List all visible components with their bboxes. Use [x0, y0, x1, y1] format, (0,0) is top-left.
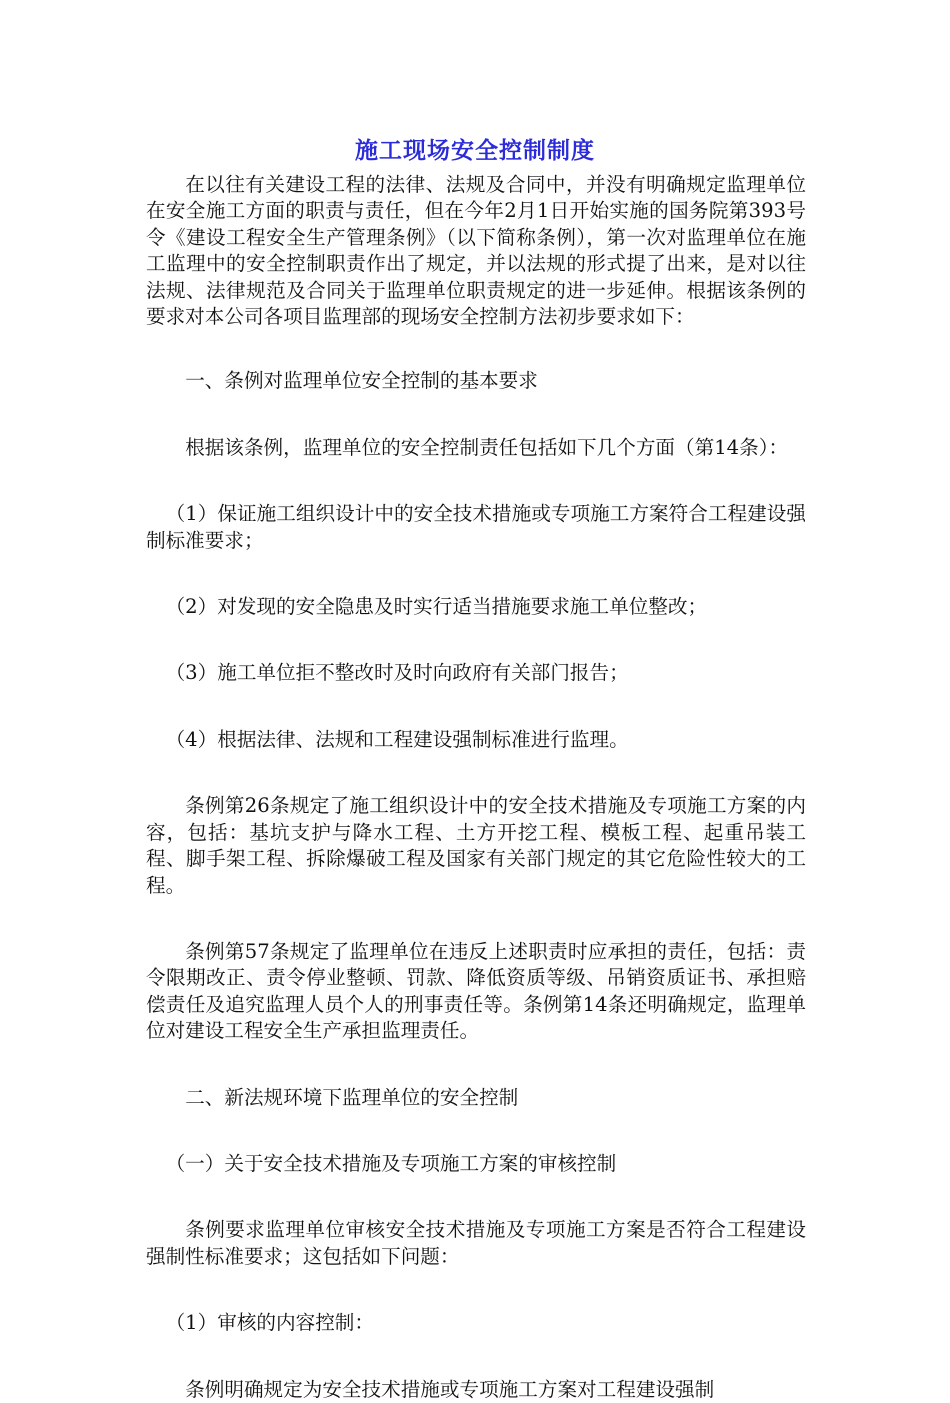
- paragraph-review-detail: 条例明确规定为安全技术措施或专项施工方案对工程建设强制: [185, 1377, 715, 1401]
- paragraph-review-requirement: 条例要求监理单位审核安全技术措施及专项施工方案是否符合工程建设强制性标准要求；这包括如下问题：: [146, 1218, 806, 1268]
- list-item-review-content: （1）审核的内容控制：: [165, 1311, 374, 1335]
- section-heading-2: 二、新法规环境下监理单位的安全控制: [185, 1085, 519, 1109]
- paragraph-article-26: 条例第26条规定了施工组织设计中的安全技术措施及专项施工方案的内容，包括：基坑支护与降水工程、土方开挖工程、模板工程、起重吊装工程、脚手架工程、拆除爆破工程及国家有关部门规定的其它危险性较大的工程。: [146, 794, 806, 897]
- paragraph-intro: 在以往有关建设工程的法律、法规及合同中，并没有明确规定监理单位在安全施工方面的职责与责任，但在今年2月1日开始实施的国务院第393号令《建设工程安全生产管理条例》（以下简称条例），第一次对监理单位在施工监理中的安全控制职责作出了规定，并以法规的形式提了出来，是对以往法规、法律规范及合同关于监理单位职责规定的进一步延伸。根据该条例的要求对本公司各项目监理部的现场安全控制方法初步要求如下：: [146, 173, 806, 329]
- subsection-heading-1: （一）关于安全技术措施及专项施工方案的审核控制: [165, 1151, 617, 1175]
- document-body: [146, 172, 806, 1403]
- document-title: 施工现场安全控制制度: [355, 138, 595, 164]
- paragraph-article-57: 条例第57条规定了监理单位在违反上述职责时应承担的责任，包括：责令限期改正、责令停业整顿、罚款、降低资质等级、吊销资质证书、承担赔偿责任及追究监理人员个人的刑事责任等。条例第14条还明确规定，监理单位对建设工程安全生产承担监理责任。: [146, 939, 806, 1043]
- paragraph-responsibilities: 根据该条例，监理单位的安全控制责任包括如下几个方面（第14条）：: [185, 435, 789, 459]
- section-heading-1: 一、条例对监理单位安全控制的基本要求: [185, 369, 538, 393]
- list-item-1: （1）保证施工组织设计中的安全技术措施或专项施工方案符合工程建设强制标准要求；: [146, 502, 806, 552]
- list-item-2: （2）对发现的安全隐患及时实行适当措施要求施工单位整改；: [165, 595, 708, 619]
- list-item-4: （4）根据法律、法规和工程建设强制标准进行监理。: [165, 727, 629, 751]
- list-item-3: （3）施工单位拒不整改时及时向政府有关部门报告；: [165, 661, 629, 685]
